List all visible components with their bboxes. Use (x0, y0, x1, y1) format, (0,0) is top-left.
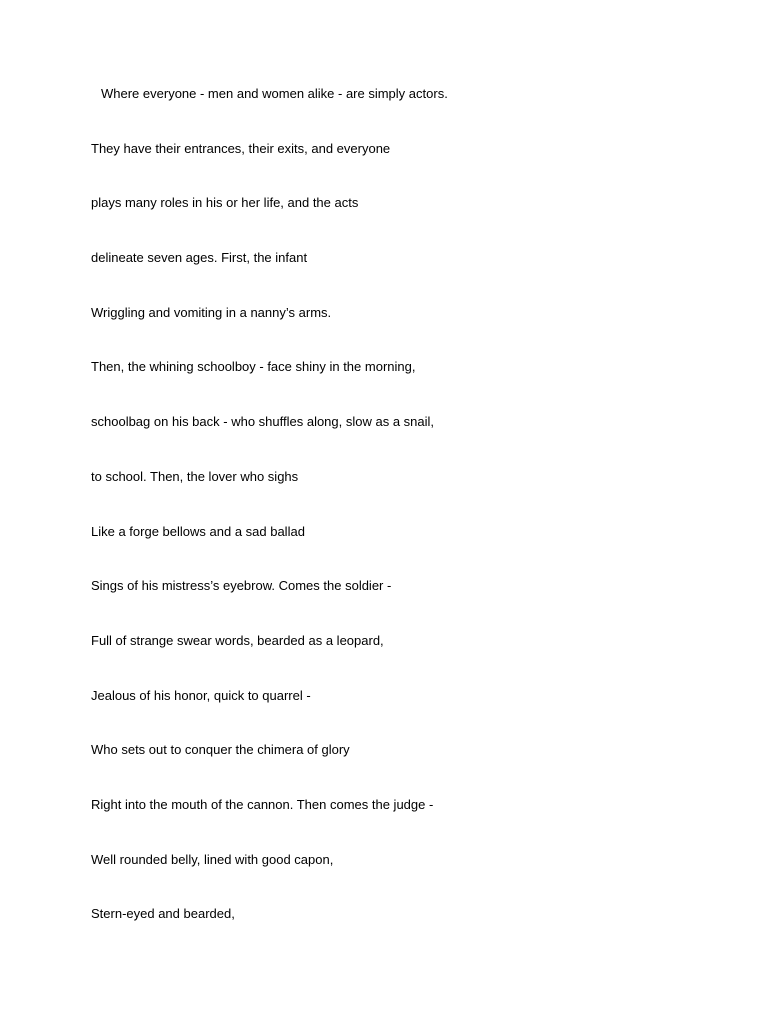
text-line: Right into the mouth of the cannon. Then comes the judge - (91, 796, 434, 812)
text-line: to school. Then, the lover who sighs (91, 468, 299, 484)
text-line: Where everyone - men and women alike - are simply actors. (101, 86, 448, 101)
text-line: Who sets out to conquer the chimera of glory (91, 742, 350, 758)
text-line: Then, the whining schoolboy - face shiny in the morning, (91, 359, 416, 375)
text-line: Wriggling and vomiting in a nanny’s arms. (91, 304, 332, 320)
text-line: Full of strange swear words, bearded as a leopard, (91, 632, 384, 648)
poem-text (91, 85, 711, 960)
text-line: Jealous of his honor, quick to quarrel - (91, 687, 311, 703)
text-line: plays many roles in his or her life, and the acts (91, 195, 359, 211)
text-line: Sings of his mistress’s eyebrow. Comes the soldier - (91, 578, 392, 594)
text-line: Like a forge bellows and a sad ballad (91, 523, 305, 539)
text-line: delineate seven ages. First, the infant (91, 250, 308, 266)
text-line: They have their entrances, their exits, and everyone (91, 140, 391, 156)
text-line: schoolbag on his back - who shuffles along, slow as a snail, (91, 414, 435, 430)
text-line: Well rounded belly, lined with good capon, (91, 851, 334, 867)
text-line: Stern-eyed and bearded, (91, 906, 235, 922)
